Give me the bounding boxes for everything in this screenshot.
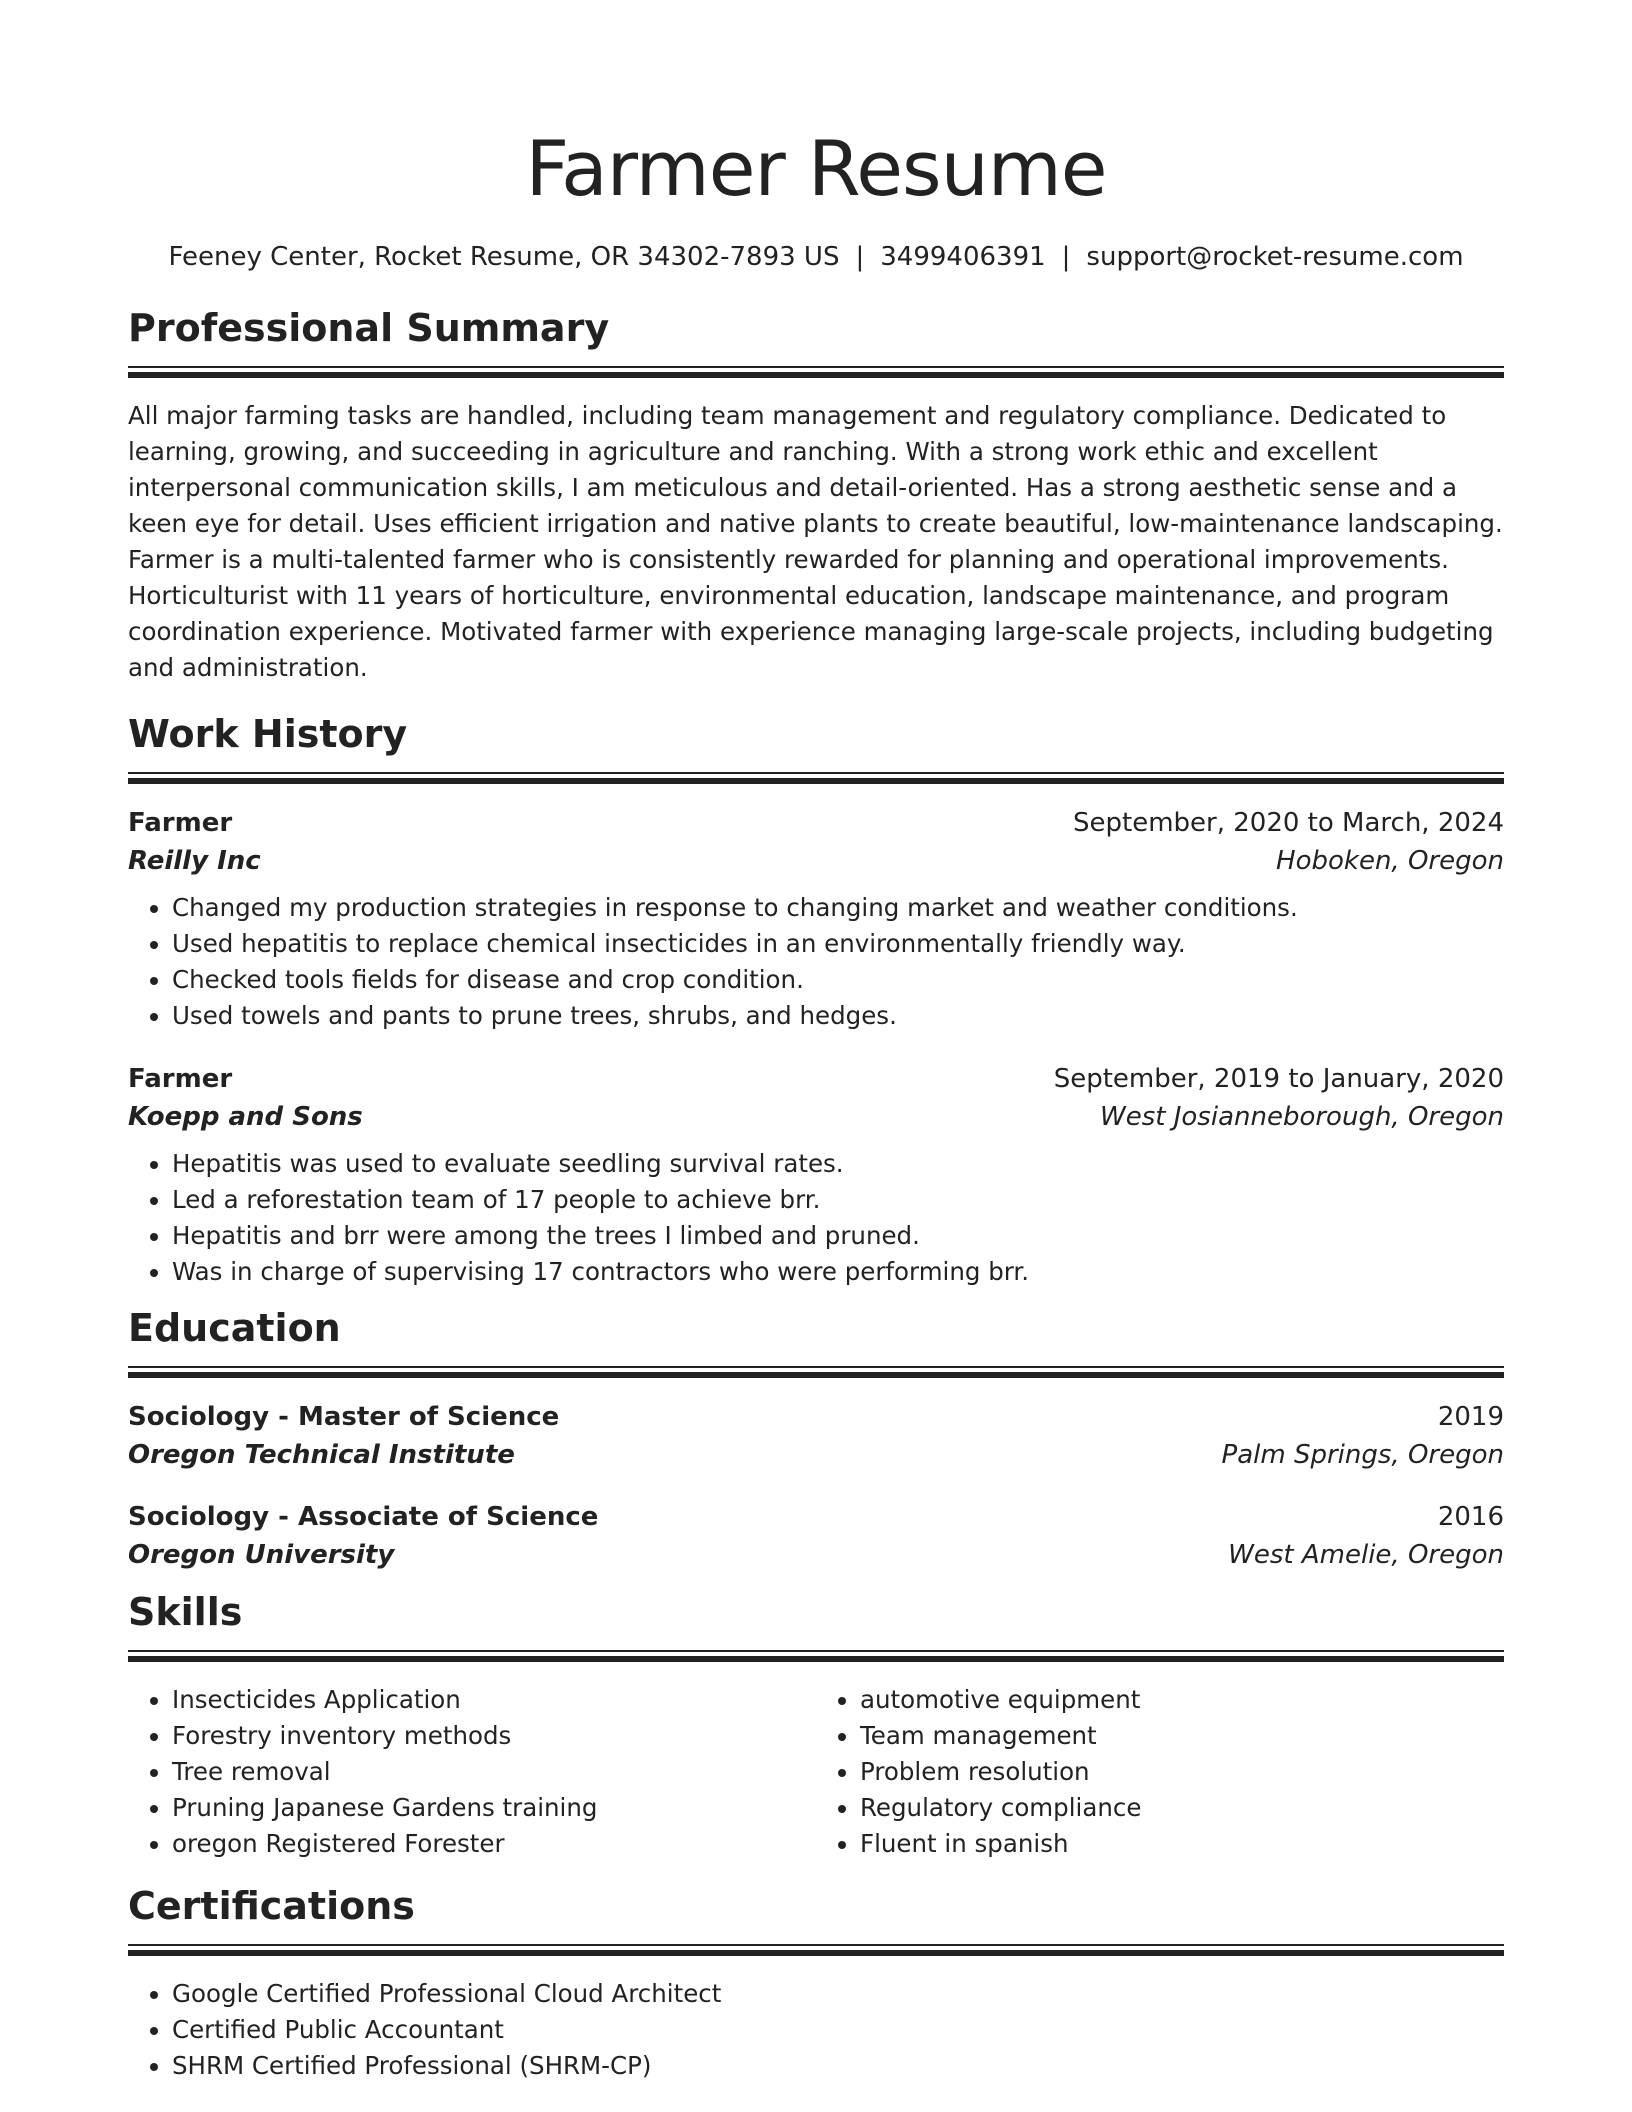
list-item: • Checked tools fields for disease and crop condition. — [172, 962, 1504, 998]
section-heading-certifications: Certifications — [128, 1884, 415, 1928]
job-bullets — [128, 890, 1504, 1034]
section-divider — [128, 772, 1504, 784]
education-entry — [128, 1398, 1504, 1474]
section-heading-summary: Professional Summary — [128, 306, 610, 350]
job-company: Reilly Inc — [128, 846, 261, 876]
job-company: Koepp and Sons — [128, 1102, 363, 1132]
job-entry — [128, 804, 1504, 1034]
section-heading-education: Education — [128, 1306, 341, 1350]
contact-line — [128, 240, 1504, 274]
list-item: • Fluent in spanish — [860, 1826, 1504, 1862]
summary-section — [128, 304, 1504, 686]
job-entry — [128, 1060, 1504, 1290]
education-location: Palm Springs, Oregon — [1221, 1440, 1504, 1470]
list-item: • Certified Public Accountant — [172, 2012, 1504, 2048]
contact-phone: 3499406391 — [880, 242, 1046, 272]
section-divider — [128, 1650, 1504, 1662]
section-divider — [128, 1944, 1504, 1956]
job-title: Farmer — [128, 808, 233, 838]
list-item: • Problem resolution — [860, 1754, 1504, 1790]
education-degree: Sociology - Master of Science — [128, 1402, 560, 1432]
list-item: • Team management — [860, 1718, 1504, 1754]
education-school: Oregon Technical Institute — [128, 1440, 515, 1470]
list-item: • automotive equipment — [860, 1682, 1504, 1718]
list-item: • Insecticides Application — [172, 1682, 816, 1718]
list-item: • Was in charge of supervising 17 contractors who were performing brr. — [172, 1254, 1504, 1290]
list-item: • Led a reforestation team of 17 people to achieve brr. — [172, 1182, 1504, 1218]
job-subheader — [128, 1098, 1504, 1136]
job-location: West Josianneborough, Oregon — [1100, 1102, 1504, 1132]
job-title: Farmer — [128, 1064, 233, 1094]
list-item: • oregon Registered Forester — [172, 1826, 816, 1862]
section-divider — [128, 366, 1504, 378]
certifications-list — [128, 1976, 1504, 2084]
section-heading-work: Work History — [128, 712, 408, 756]
work-section — [128, 710, 1504, 1290]
list-item: • Hepatitis was used to evaluate seedling survival rates. — [172, 1146, 1504, 1182]
skills-section — [128, 1588, 1504, 1882]
skills-list-left — [128, 1682, 816, 1862]
job-subheader — [128, 842, 1504, 880]
section-divider — [128, 1366, 1504, 1378]
education-subheader — [128, 1536, 1504, 1574]
job-location: Hoboken, Oregon — [1276, 846, 1504, 876]
contact-address: Feeney Center, Rocket Resume, OR 34302-7893 US — [168, 242, 840, 272]
certifications-section — [128, 1882, 1504, 2084]
education-section — [128, 1304, 1504, 1574]
education-year: 2016 — [1437, 1502, 1504, 1532]
list-item: • Google Certified Professional Cloud Architect — [172, 1976, 1504, 2012]
summary-text: All major farming tasks are handled, including team management and regulatory compliance. Dedicated to learning, growing, and succeeding in agriculture and ranching. With a strong work ethic and excellent interpersonal communication skills, I am meticulous and detail-oriented. Has a strong aesthetic sense and a keen eye for detail. Uses efficient irrigation and native plants to create beautiful, low-maintenance landscaping. Farmer is a multi-talented farmer who is consistently rewarded for planning and operational improvements. Horticulturist with 11 years of horticulture, environmental education, landscape maintenance, and program coordination experience. Motivated farmer with experience managing large-scale projects, including budgeting and administration. — [128, 401, 1503, 682]
list-item: • Pruning Japanese Gardens training — [172, 1790, 816, 1826]
education-year: 2019 — [1437, 1402, 1504, 1432]
list-item: • Forestry inventory methods — [172, 1718, 816, 1754]
education-degree: Sociology - Associate of Science — [128, 1502, 599, 1532]
skills-list-right — [816, 1682, 1504, 1862]
education-subheader — [128, 1436, 1504, 1474]
education-header — [128, 1498, 1504, 1536]
education-school: Oregon University — [128, 1540, 395, 1570]
list-item: • SHRM Certified Professional (SHRM-CP) — [172, 2048, 1504, 2084]
contact-separator: | — [1061, 242, 1071, 272]
list-item: • Changed my production strategies in response to changing market and weather conditions. — [172, 890, 1504, 926]
resume-title: Farmer Resume — [525, 124, 1107, 213]
list-item: • Regulatory compliance — [860, 1790, 1504, 1826]
list-item: • Tree removal — [172, 1754, 816, 1790]
job-header — [128, 1060, 1504, 1098]
job-bullets — [128, 1146, 1504, 1290]
contact-separator: | — [855, 242, 865, 272]
education-header — [128, 1398, 1504, 1436]
section-heading-skills: Skills — [128, 1590, 243, 1634]
job-header — [128, 804, 1504, 842]
list-item: • Used towels and pants to prune trees, shrubs, and hedges. — [172, 998, 1504, 1034]
list-item: • Hepatitis and brr were among the trees I limbed and pruned. — [172, 1218, 1504, 1254]
job-dates: September, 2019 to January, 2020 — [1053, 1064, 1504, 1094]
education-entry — [128, 1498, 1504, 1574]
skills-columns — [128, 1682, 1504, 1882]
education-location: West Amelie, Oregon — [1228, 1540, 1504, 1570]
job-dates: September, 2020 to March, 2024 — [1073, 808, 1504, 838]
contact-email: support@rocket-resume.com — [1086, 242, 1464, 272]
list-item: • Used hepatitis to replace chemical insecticides in an environmentally friendly way. — [172, 926, 1504, 962]
